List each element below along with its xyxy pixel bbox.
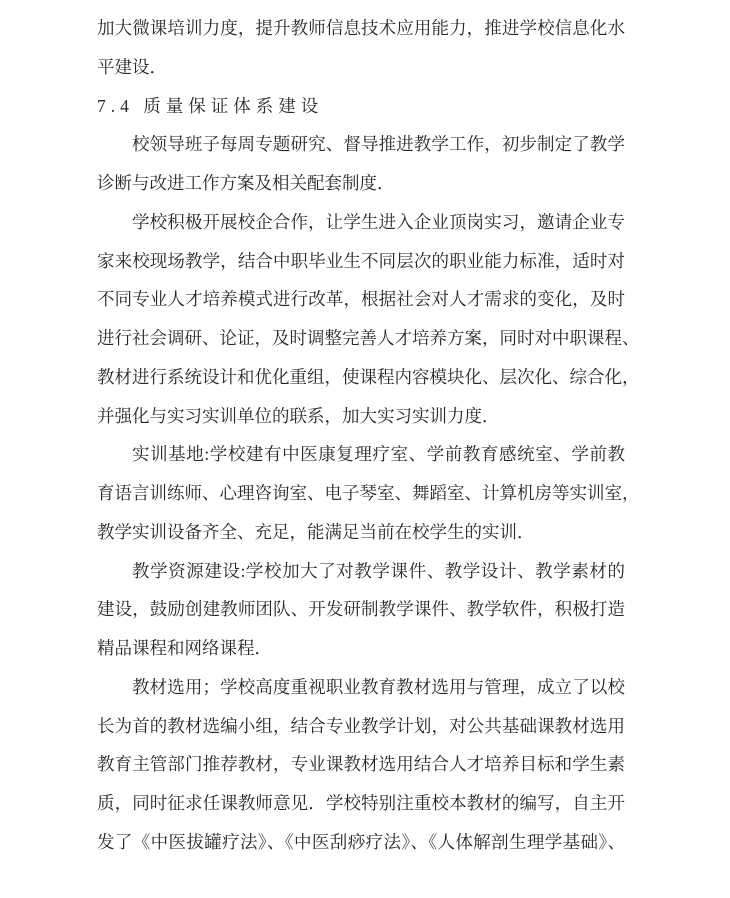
text-line: 诊断与改进工作方案及相关配套制度．: [97, 173, 395, 193]
paragraph: [97, 125, 625, 203]
text-line: 并强化与实习实训单位的联系，加大实习实训力度．: [97, 405, 500, 426]
text-line: 学校积极开展校企合作，让学生进入企业顶岗实习，邀请企业专: [132, 211, 625, 232]
text-line: 教材进行系统设计和优化重组，使课程内容模块化、层次化、综合化，: [97, 366, 640, 387]
text-line: 教学资源建设:学校加大了对教学课件、教学设计、教学素材的: [132, 560, 625, 581]
text-line: 不同专业人才培养模式进行改革，根据社会对人才需求的变化，及时: [97, 289, 625, 310]
paragraph: [97, 668, 625, 862]
text-line: 建设，鼓励创建教师团队、开发研制教学课件、教学软件，积极打造: [97, 599, 625, 620]
text-line: 家来校现场教学，结合中职毕业生不同层次的职业能力标准，适时对: [97, 250, 625, 271]
document-text-block: [97, 9, 640, 862]
text-line: 加大微课培训力度，提升教师信息技术应用能力，推进学校信息化水: [97, 18, 625, 38]
text-line: 长为首的教材选编小组，结合专业教学计划，对公共基础课教材选用: [97, 715, 625, 736]
section-heading: 7.4 质量保证体系建设: [97, 95, 324, 116]
paragraph: [97, 435, 640, 551]
text-line: 发了《中医拔罐疗法》、《中医刮痧疗法》、《人体解剖生理学基础》、: [97, 831, 625, 852]
text-line: 教材选用；学校高度重视职业教育教材选用与管理，成立了以校: [132, 676, 625, 697]
text-line: 质，同时征求任课教师意见．学校特别注重校本教材的编写，自主开: [97, 793, 625, 813]
text-line: 平建设．: [97, 56, 167, 77]
text-line: 教学实训设备齐全、充足，能满足当前在校学生的实训．: [97, 521, 535, 542]
text-line: 进行社会调研、论证，及时调整完善人才培养方案，同时对中职课程、: [97, 328, 640, 348]
text-line: 育语言训练师、心理咨询室、电子琴室、舞蹈室、计算机房等实训室，: [97, 483, 640, 503]
text-line: 教育主管部门推荐教材，专业课教材选用结合人才培养目标和学生素: [97, 754, 625, 775]
paragraph: [97, 203, 640, 436]
text-line: 校领导班子每周专题研究、督导推进教学工作，初步制定了教学: [132, 134, 625, 155]
text-line: 实训基地:学校建有中医康复理疗室、学前教育感统室、学前教: [132, 444, 625, 465]
paragraph: [97, 552, 625, 668]
paragraph: [97, 9, 625, 87]
text-line: 精品课程和网络课程．: [97, 638, 272, 658]
